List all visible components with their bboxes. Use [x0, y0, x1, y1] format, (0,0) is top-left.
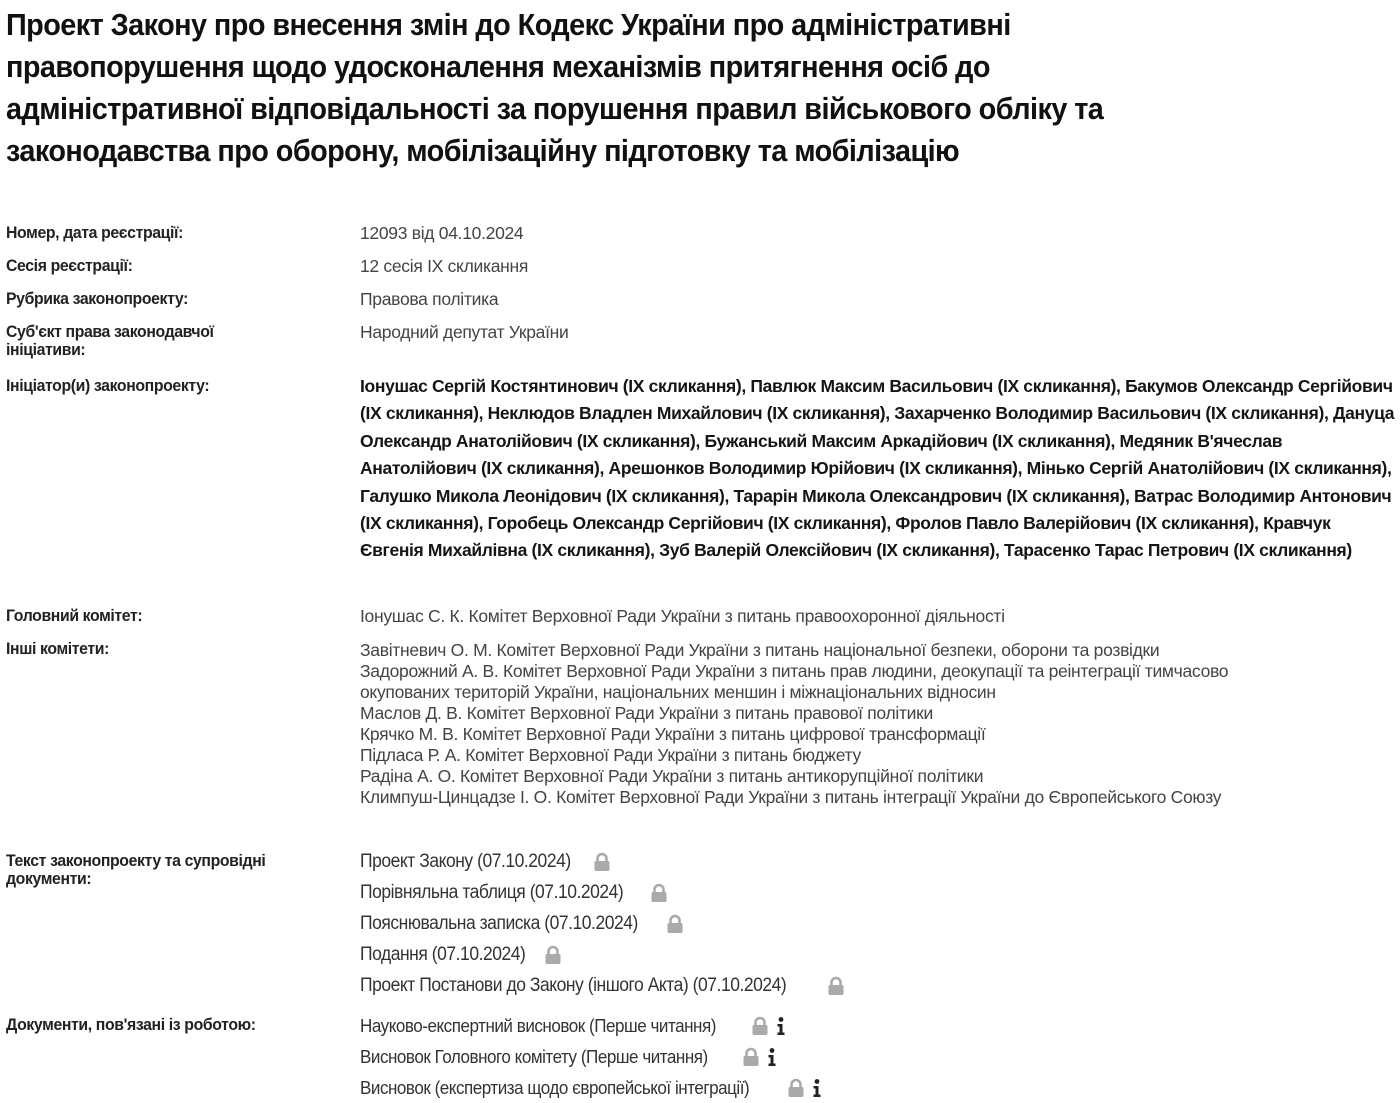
related-document-item[interactable]	[360, 1072, 823, 1103]
document-item[interactable]	[360, 939, 845, 970]
committee-item-continued: окупованих територій України, національних меншин і міжнаціональних відносин	[360, 682, 996, 702]
title-line: адміністративної відповідальності за порушення правил військового обліку та	[6, 91, 1104, 126]
related-documents-list	[360, 1010, 823, 1103]
main-committee-label: Головний комітет:	[6, 606, 143, 625]
page-title	[6, 0, 1196, 172]
document-link[interactable]: Пояснювальна записка (07.10.2024)	[360, 912, 638, 934]
session-row	[6, 251, 1396, 284]
committee-item: Підласа Р. А. Комітет Верховної Ради України з питань бюджету	[360, 745, 861, 765]
subject-row	[6, 317, 1396, 371]
committee-item: Радіна А. О. Комітет Верховної Ради України з питань антикорупційної політики	[360, 766, 984, 786]
committee-item: Маслов Д. В. Комітет Верховної Ради України з питань правової політики	[360, 703, 933, 723]
committee-item: Завітневич О. М. Комітет Верховної Ради України з питань національної безпеки, оборони та розвідки	[360, 640, 1160, 660]
related-document-item[interactable]	[360, 1041, 823, 1072]
rubric-value: Правова політика	[360, 289, 499, 309]
session-label: Сесія реєстрації:	[6, 256, 133, 275]
info-icon[interactable]	[775, 1016, 787, 1036]
title-line: Проект Закону про внесення змін до Кодекс України про адміністративні	[6, 7, 1011, 42]
committee-item: Задорожний А. В. Комітет Верховної Ради України з питань прав людини, деокупації та реінтеграції тимчасово	[360, 661, 1229, 681]
info-icon[interactable]	[811, 1078, 823, 1098]
related-document-link[interactable]: Висновок Головного комітету (Перше читання)	[360, 1045, 708, 1067]
related-documents-row	[6, 1010, 1396, 1103]
related-document-item[interactable]	[360, 1010, 823, 1041]
lock-icon	[751, 1016, 769, 1036]
document-item[interactable]	[360, 846, 845, 877]
subject-value: Народний депутат України	[360, 322, 569, 342]
related-documents-label: Документи, пов'язані із роботою:	[6, 1015, 256, 1034]
lock-icon	[827, 976, 845, 996]
subject-label	[6, 317, 335, 359]
lock-icon	[742, 1047, 760, 1067]
documents-label	[6, 846, 335, 888]
info-icon[interactable]	[766, 1047, 778, 1067]
bill-info-table	[6, 218, 1396, 1103]
lock-icon	[544, 945, 562, 965]
subject-label-line: ініціативи:	[6, 340, 86, 359]
title-line: законодавства про оборону, мобілізаційну підготовку та мобілізацію	[6, 133, 960, 168]
documents-row	[6, 846, 1396, 1010]
document-item[interactable]	[360, 970, 845, 1001]
document-link[interactable]: Проект Закону (07.10.2024)	[360, 850, 571, 872]
rubric-label: Рубрика законопроекту:	[6, 289, 188, 308]
documents-label-line: Текст законопроекту та супровідні	[6, 851, 266, 870]
lock-icon	[593, 852, 611, 872]
other-committees-label: Інші комітети:	[6, 639, 109, 658]
document-link[interactable]: Подання (07.10.2024)	[360, 943, 526, 965]
document-link[interactable]: Порівняльна таблиця (07.10.2024)	[360, 881, 624, 903]
related-document-link[interactable]: Науково-експертний висновок (Перше читання)	[360, 1014, 716, 1036]
documents-label-line: документи:	[6, 869, 92, 888]
registration-value: 12093 від 04.10.2024	[360, 223, 524, 243]
related-document-link[interactable]: Висновок (експертиза щодо європейської інтеграції)	[360, 1076, 750, 1098]
lock-icon	[650, 883, 668, 903]
session-value: 12 сесія IX скликання	[360, 256, 529, 276]
document-item[interactable]	[360, 877, 845, 908]
committee-item: Крячко М. В. Комітет Верховної Ради України з питань цифрової трансформації	[360, 724, 986, 744]
subject-label-line: Суб'єкт права законодавчої	[6, 322, 214, 341]
title-line: правопорушення щодо удосконалення механізмів притягнення осіб до	[6, 49, 990, 84]
lock-icon	[666, 914, 684, 934]
lock-icon	[787, 1078, 805, 1098]
document-item[interactable]	[360, 908, 845, 939]
registration-label: Номер, дата реєстрації:	[6, 223, 183, 242]
main-committee-value: Іонушас С. К. Комітет Верховної Ради України з питань правоохоронної діяльності	[360, 606, 1005, 626]
initiators-value: Іонушас Сергій Костянтинович (IX скликання), Павлюк Максим Васильович (IX скликання), Бакумов Олександр Сергійович (IX скликання), Неклюдов Владлен Михайлович (IX скликання), Захарченко Володимир Васильович (IX скликання), Дануца Олександр Анатолійович (IX скликання), Бужанський Максим Аркадійович (IX скликання), Медяник В'ячеслав Анатолійович (IX скликання), Арешонков Володимир Юрійович (IX скликання), Мінько Сергій Анатолійович (IX скликання), Галушко Микола Леонідович (IX скликання), Тарарін Микола Олександрович (IX скликання), Ватрас Володимир Антонович (IX скликання), Горобець Олександр Сергійович (IX скликання), Фролов Павло Валерійович (IX скликання), Кравчук Євгенія Михайлівна (IX скликання), Зуб Валерій Олексійович (IX скликання), Тарасенко Тарас Петрович (IX скликання)	[360, 376, 1395, 561]
document-link[interactable]: Проект Постанови до Закону (іншого Акта) (07.10.2024)	[360, 974, 787, 996]
initiators-row	[6, 371, 1396, 601]
other-committees-row	[6, 634, 1396, 846]
rubric-row	[6, 284, 1396, 317]
other-committees-list	[360, 634, 1228, 808]
initiators-label: Ініціатор(и) законопроекту:	[6, 376, 210, 395]
registration-row	[6, 218, 1396, 251]
committee-item: Климпуш-Цинцадзе І. О. Комітет Верховної Ради України з питань інтеграції України до Європейського Союзу	[360, 787, 1222, 807]
documents-list	[360, 846, 845, 1001]
main-committee-row	[6, 601, 1396, 634]
